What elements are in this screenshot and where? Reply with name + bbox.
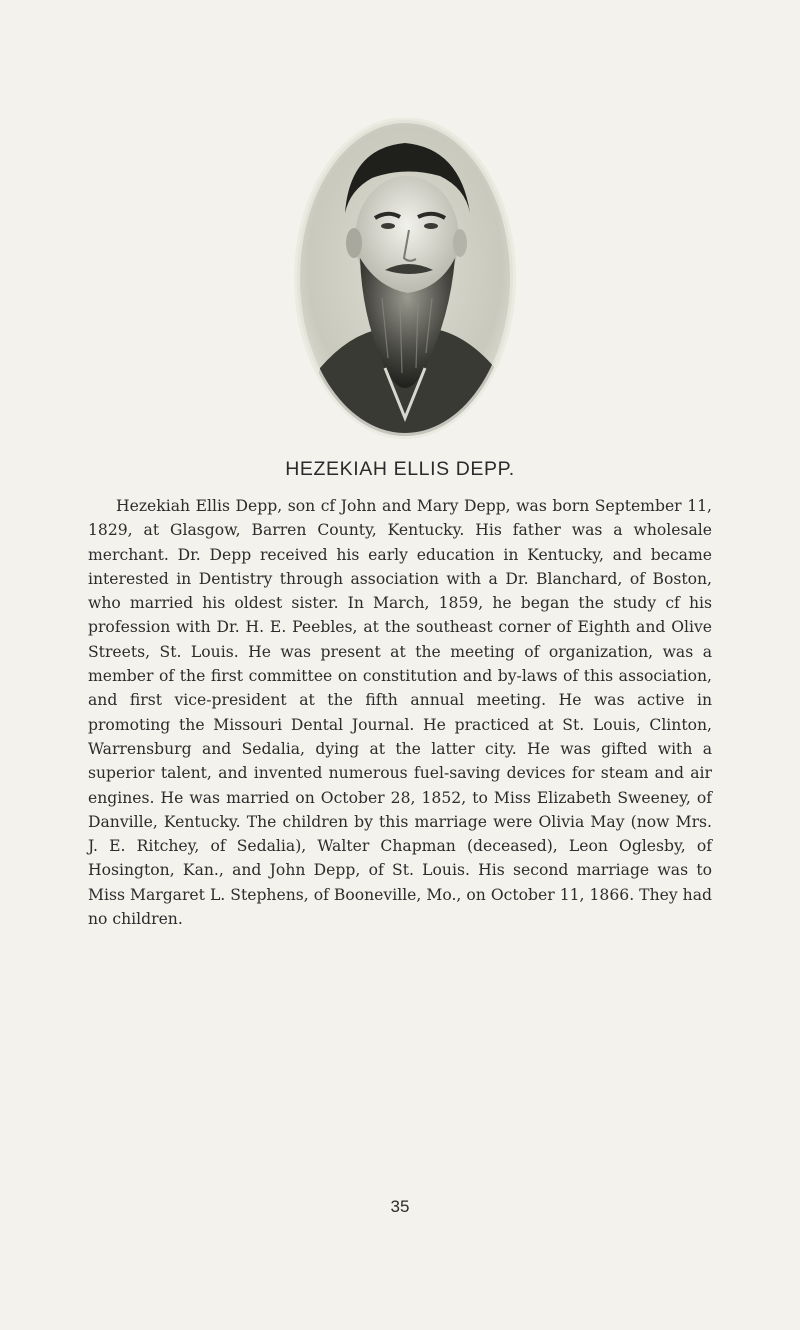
page-number: 35 — [390, 1197, 410, 1216]
portrait-caption: HEZEKIAH ELLIS DEPP. — [285, 458, 515, 480]
portrait-photo — [290, 118, 520, 448]
biography-paragraph: Hezekiah Ellis Depp, son cf John and Mary Depp, was born September 11, 1829, at Glasgow, Barren County, Kentucky. His father was a wholesale merchant. Dr. Depp received his early education in Kentucky, and became interested in Dentistry through association with a Dr. Blanchard, of Boston, who married his oldest sister. In March, 1859, he began the study cf his profession with Dr. H. E. Peebles, at the southeast corner of Eighth and Olive Streets, St. Louis. He was present at the meeting of organization, was a member of the first committee on constitution and by-laws of this association, and first vice-president at the fifth annual meeting. He was active in promoting the Missouri Dental Journal. He practiced at St. Louis, Clinton, Warrensburg and Sedalia, dying at the latter city. He was gifted with a superior talent, and invented numerous fuel-saving devices for steam and air engines. He was married on October 28, 1852, to Miss Elizabeth Sweeney, of Danville, Kentucky. The children by this marriage were Olivia May (now Mrs. J. E. Ritchey, of Sedalia), Walter Chapman (deceased), Leon Oglesby, of Hosington, Kan., and John Depp, of St. Louis. His second marriage was to Miss Margaret L. Stephens, of Booneville, Mo., on October 11, 1866. They had no children. — [88, 497, 712, 929]
